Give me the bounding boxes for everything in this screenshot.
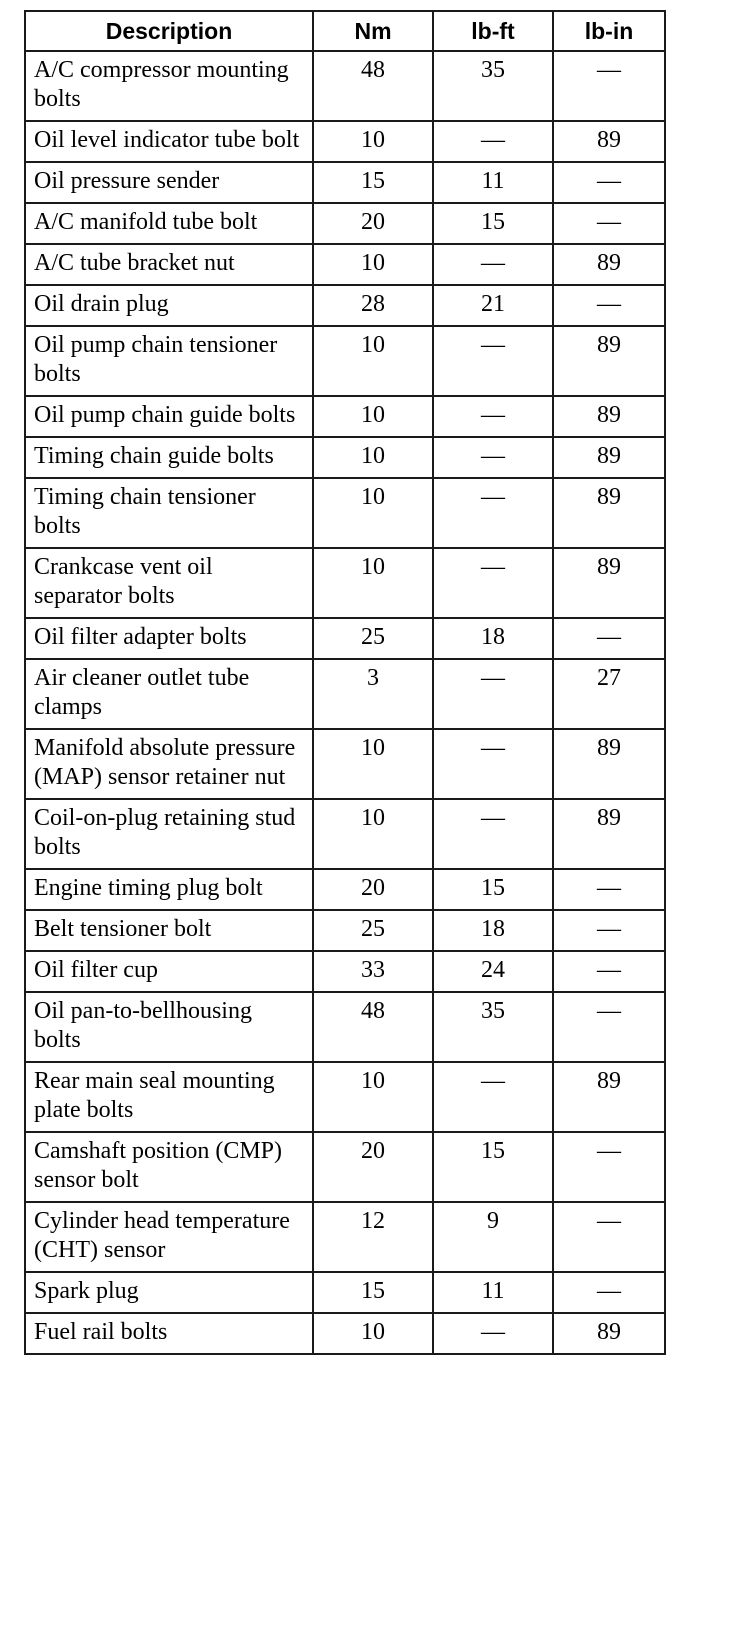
- cell-lbin: —: [553, 203, 665, 244]
- cell-lbft: 9: [433, 1202, 553, 1272]
- cell-description: Spark plug: [25, 1272, 313, 1313]
- table-row: [25, 203, 665, 244]
- cell-lbft: 35: [433, 51, 553, 121]
- cell-nm: 10: [313, 437, 433, 478]
- table-row: [25, 1062, 665, 1132]
- cell-nm: 48: [313, 992, 433, 1062]
- cell-nm: 28: [313, 285, 433, 326]
- cell-description: Oil filter cup: [25, 951, 313, 992]
- cell-description: Camshaft position (CMP) sensor bolt: [25, 1132, 313, 1202]
- cell-description: A/C manifold tube bolt: [25, 203, 313, 244]
- cell-nm: 10: [313, 326, 433, 396]
- header-row: [25, 11, 665, 51]
- cell-lbin: 89: [553, 326, 665, 396]
- cell-lbin: —: [553, 51, 665, 121]
- cell-lbft: —: [433, 548, 553, 618]
- cell-description: Air cleaner outlet tube clamps: [25, 659, 313, 729]
- cell-lbin: 89: [553, 1062, 665, 1132]
- table-row: [25, 51, 665, 121]
- cell-lbin: —: [553, 285, 665, 326]
- cell-description: Oil pan-to-bellhousing bolts: [25, 992, 313, 1062]
- cell-lbin: 89: [553, 396, 665, 437]
- table-row: [25, 396, 665, 437]
- cell-nm: 10: [313, 1313, 433, 1354]
- header-nm: Nm: [313, 11, 433, 51]
- table-row: [25, 992, 665, 1062]
- cell-description: Oil level indicator tube bolt: [25, 121, 313, 162]
- cell-lbft: —: [433, 659, 553, 729]
- table-row: [25, 437, 665, 478]
- cell-nm: 48: [313, 51, 433, 121]
- cell-lbin: 89: [553, 437, 665, 478]
- cell-lbft: —: [433, 326, 553, 396]
- cell-description: Fuel rail bolts: [25, 1313, 313, 1354]
- table-row: [25, 951, 665, 992]
- cell-nm: 10: [313, 396, 433, 437]
- table-row: [25, 244, 665, 285]
- table-row: [25, 121, 665, 162]
- cell-lbin: 89: [553, 729, 665, 799]
- cell-lbin: —: [553, 992, 665, 1062]
- cell-lbft: 35: [433, 992, 553, 1062]
- cell-lbin: —: [553, 1272, 665, 1313]
- cell-description: Oil pump chain guide bolts: [25, 396, 313, 437]
- table-body: [25, 51, 665, 1354]
- table-row: [25, 548, 665, 618]
- cell-lbin: 89: [553, 1313, 665, 1354]
- cell-description: Coil-on-plug retaining stud bolts: [25, 799, 313, 869]
- cell-description: Rear main seal mounting plate bolts: [25, 1062, 313, 1132]
- cell-nm: 10: [313, 799, 433, 869]
- cell-lbft: —: [433, 244, 553, 285]
- cell-nm: 25: [313, 618, 433, 659]
- cell-lbft: —: [433, 729, 553, 799]
- table-row: [25, 1132, 665, 1202]
- cell-description: Oil pressure sender: [25, 162, 313, 203]
- cell-description: Cylinder head temperature (CHT) sensor: [25, 1202, 313, 1272]
- table-row: [25, 1313, 665, 1354]
- cell-nm: 10: [313, 121, 433, 162]
- cell-nm: 15: [313, 162, 433, 203]
- cell-lbft: 18: [433, 910, 553, 951]
- cell-lbin: —: [553, 1202, 665, 1272]
- table-row: [25, 162, 665, 203]
- cell-lbft: 11: [433, 162, 553, 203]
- cell-description: Crankcase vent oil separator bolts: [25, 548, 313, 618]
- cell-lbft: —: [433, 121, 553, 162]
- cell-lbin: 89: [553, 478, 665, 548]
- cell-nm: 10: [313, 729, 433, 799]
- cell-nm: 25: [313, 910, 433, 951]
- cell-lbft: —: [433, 437, 553, 478]
- cell-nm: 20: [313, 869, 433, 910]
- cell-lbin: 27: [553, 659, 665, 729]
- cell-lbft: 15: [433, 869, 553, 910]
- table-row: [25, 326, 665, 396]
- cell-nm: 10: [313, 1062, 433, 1132]
- cell-lbft: 15: [433, 1132, 553, 1202]
- table-row: [25, 478, 665, 548]
- cell-lbft: 18: [433, 618, 553, 659]
- cell-lbin: —: [553, 1132, 665, 1202]
- cell-description: Manifold absolute pressure (MAP) sensor retainer nut: [25, 729, 313, 799]
- table-row: [25, 285, 665, 326]
- cell-lbin: —: [553, 162, 665, 203]
- cell-lbft: —: [433, 478, 553, 548]
- cell-lbft: 11: [433, 1272, 553, 1313]
- table-row: [25, 618, 665, 659]
- cell-lbin: —: [553, 910, 665, 951]
- cell-nm: 10: [313, 244, 433, 285]
- cell-nm: 20: [313, 203, 433, 244]
- cell-nm: 3: [313, 659, 433, 729]
- cell-nm: 10: [313, 548, 433, 618]
- cell-lbft: —: [433, 799, 553, 869]
- cell-lbin: 89: [553, 244, 665, 285]
- cell-description: Timing chain guide bolts: [25, 437, 313, 478]
- cell-lbft: —: [433, 1313, 553, 1354]
- table-row: [25, 910, 665, 951]
- header-lbin: lb-in: [553, 11, 665, 51]
- cell-lbin: 89: [553, 121, 665, 162]
- cell-lbft: 24: [433, 951, 553, 992]
- cell-description: A/C compressor mounting bolts: [25, 51, 313, 121]
- table-row: [25, 729, 665, 799]
- table-row: [25, 659, 665, 729]
- table-row: [25, 799, 665, 869]
- cell-description: Oil filter adapter bolts: [25, 618, 313, 659]
- cell-nm: 20: [313, 1132, 433, 1202]
- table-header: [25, 11, 665, 51]
- table-row: [25, 1202, 665, 1272]
- table-row: [25, 1272, 665, 1313]
- cell-nm: 12: [313, 1202, 433, 1272]
- cell-lbin: 89: [553, 548, 665, 618]
- cell-nm: 33: [313, 951, 433, 992]
- cell-lbin: 89: [553, 799, 665, 869]
- table-row: [25, 869, 665, 910]
- cell-description: Oil drain plug: [25, 285, 313, 326]
- cell-description: A/C tube bracket nut: [25, 244, 313, 285]
- cell-description: Engine timing plug bolt: [25, 869, 313, 910]
- cell-description: Belt tensioner bolt: [25, 910, 313, 951]
- torque-spec-table: [24, 10, 666, 1355]
- header-description: Description: [25, 11, 313, 51]
- cell-lbft: 15: [433, 203, 553, 244]
- cell-lbin: —: [553, 869, 665, 910]
- cell-description: Oil pump chain tensioner bolts: [25, 326, 313, 396]
- cell-nm: 15: [313, 1272, 433, 1313]
- header-lbft: lb-ft: [433, 11, 553, 51]
- cell-lbin: —: [553, 951, 665, 992]
- cell-lbin: —: [553, 618, 665, 659]
- cell-lbft: —: [433, 1062, 553, 1132]
- cell-description: Timing chain tensioner bolts: [25, 478, 313, 548]
- cell-lbft: 21: [433, 285, 553, 326]
- cell-lbft: —: [433, 396, 553, 437]
- cell-nm: 10: [313, 478, 433, 548]
